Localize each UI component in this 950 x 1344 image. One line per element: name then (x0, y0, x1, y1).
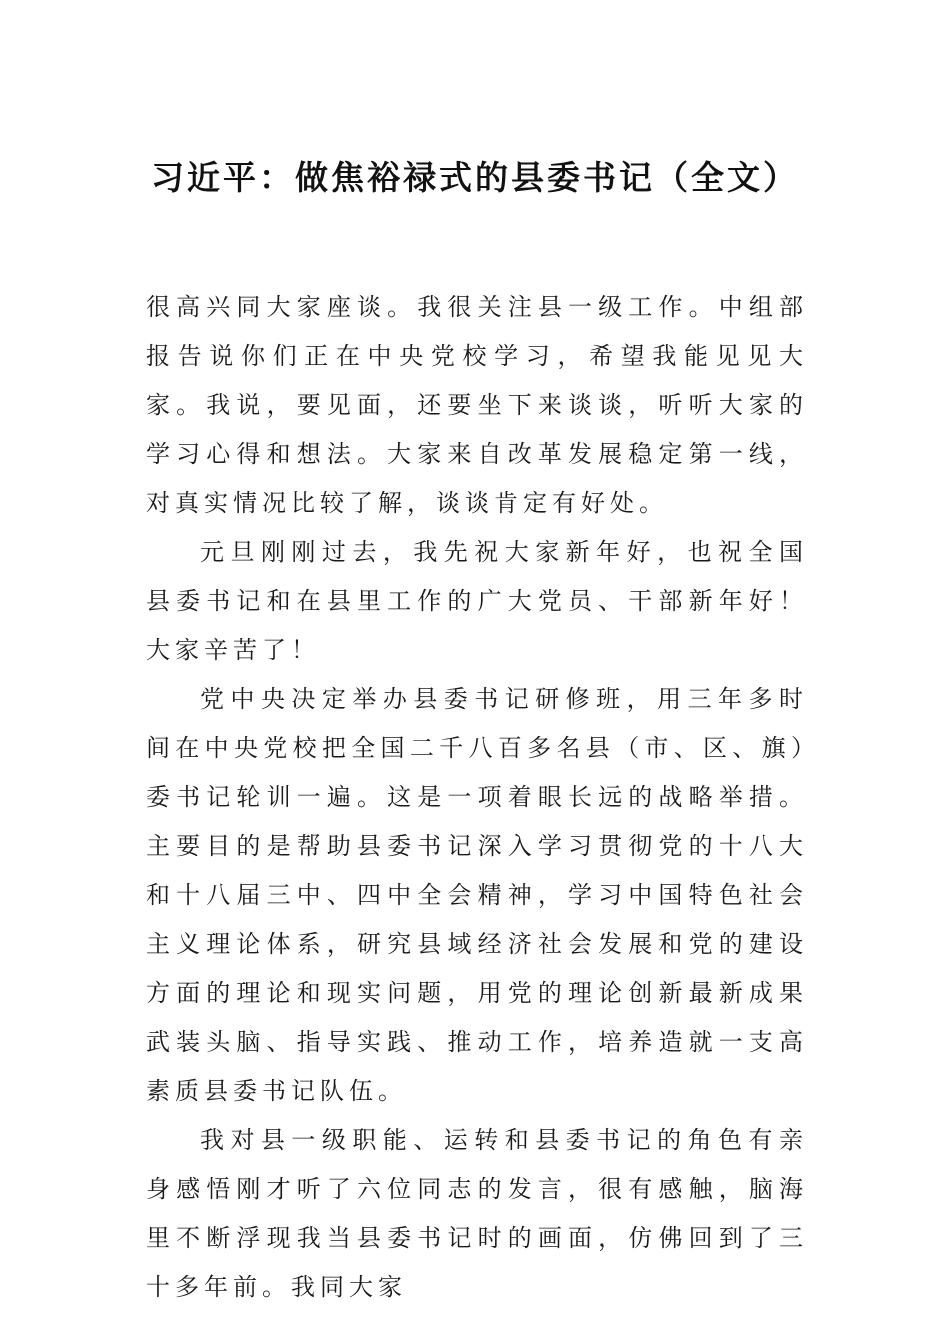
document-body (146, 283, 808, 1312)
paragraph-2: 元旦刚刚过去，我先祝大家新年好，也祝全国县委书记和在县里工作的广大党员、干部新年好！大家辛苦了！ (146, 538, 808, 664)
paragraph-3: 党中央决定举办县委书记研修班，用三年多时间在中央党校把全国二千八百多名县（市、区、旗）委书记轮训一遍。这是一项着眼长远的战略举措。主要目的是帮助县委书记深入学习贯彻党的十八大和十八届三中、四中全会精神，学习中国特色社会主义理论体系，研究县域经济社会发展和党的建设方面的理论和现实问题，用党的理论创新最新成果武装头脑、指导实践、推动工作，培养造就一支高素质县委书记队伍。 (146, 685, 808, 1105)
paragraph-4: 我对县一级职能、运转和县委书记的角色有亲身感悟刚才听了六位同志的发言，很有感触，脑海里不断浮现我当县委书记时的画面，仿佛回到了三十多年前。我同大家 (146, 1126, 808, 1301)
paragraph-1: 很高兴同大家座谈。我很关注县一级工作。中组部报告说你们正在中央党校学习，希望我能见见大家。我说，要见面，还要坐下来谈谈，听听大家的学习心得和想法。大家来自改革发展稳定第一线，对真实情况比较了解，谈谈肯定有好处。 (146, 293, 808, 517)
document-title: 习近平：做焦裕禄式的县委书记（全文） (151, 158, 799, 197)
